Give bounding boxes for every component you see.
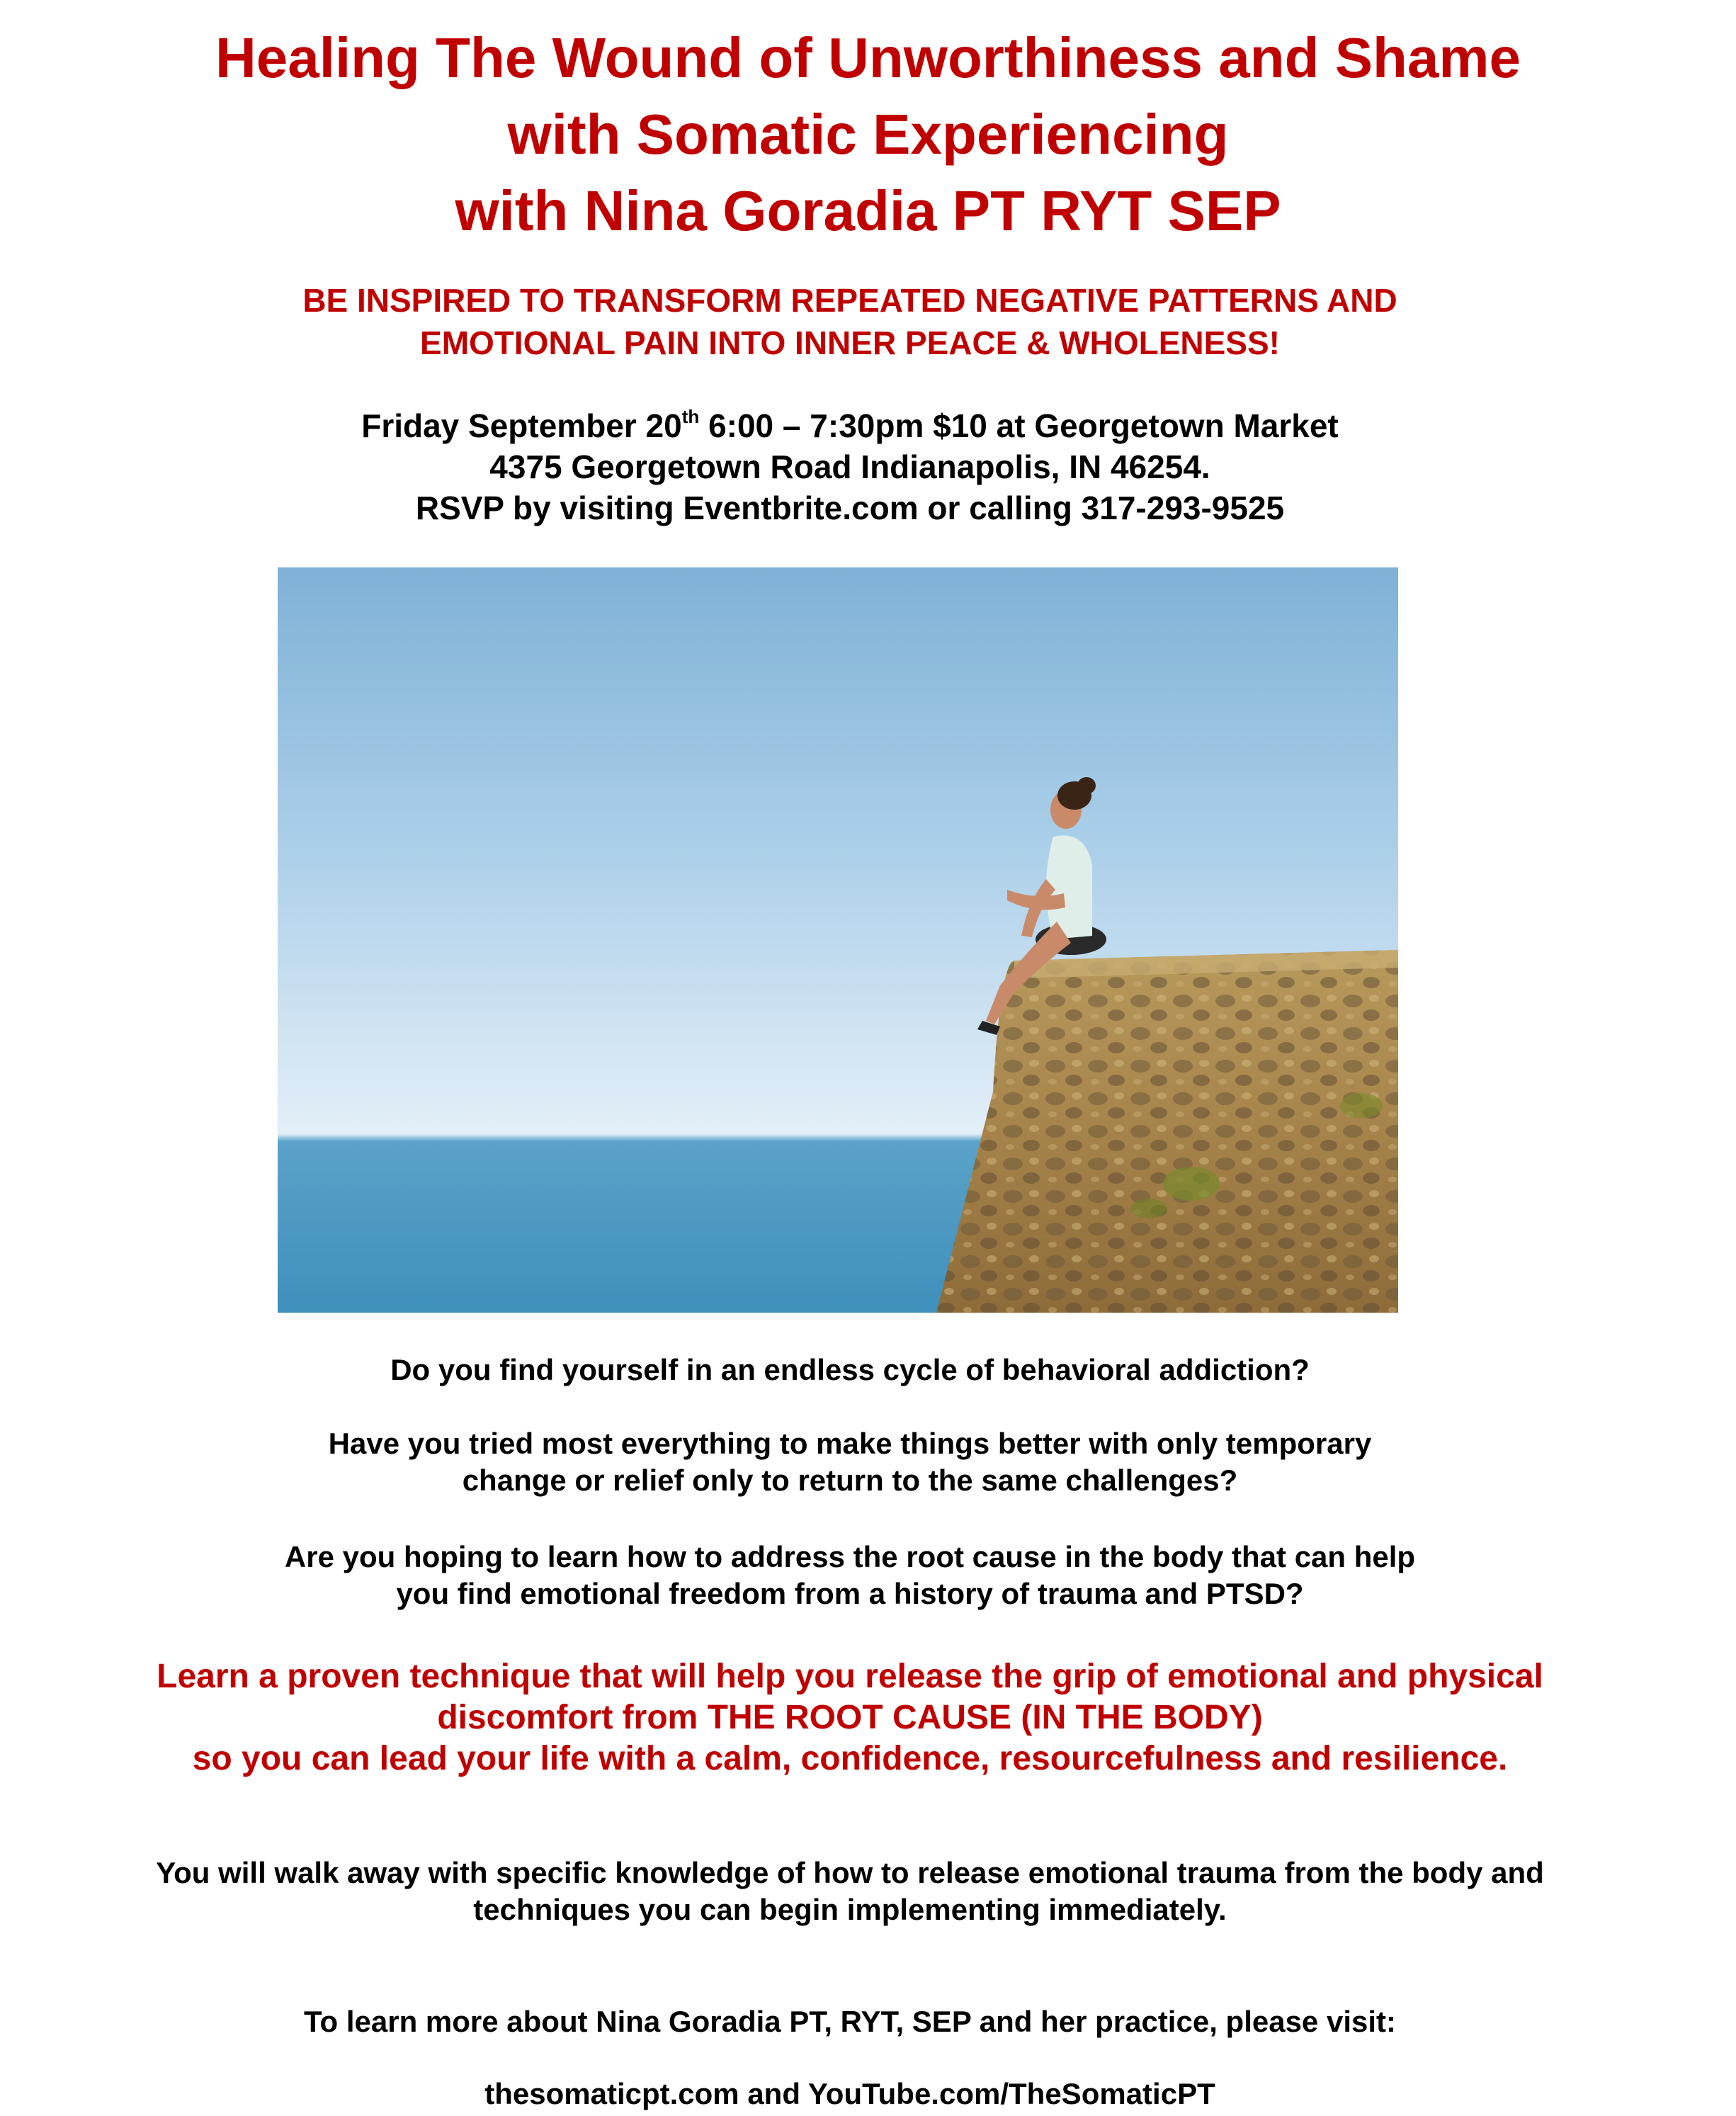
promise-line-1: Learn a proven technique that will help you release the grip of emotional and physical [157, 1658, 1543, 1695]
event-rsvp: RSVP by visiting Eventbrite.com or calling 317-293-9525 [415, 490, 1285, 526]
event-date-line [0, 405, 1700, 446]
flyer-title [0, 20, 1736, 249]
event-date-rest: 6:00 – 7:30pm $10 at Georgetown Market [699, 407, 1339, 444]
question-2 [0, 1425, 1700, 1499]
title-line-1: Healing The Wound of Unworthiness and Shame [215, 26, 1521, 89]
question-2-line-2: change or relief only to return to the same challenges? [462, 1464, 1238, 1497]
question-3-line-1: Are you hoping to learn how to address the root cause in the body that can help [284, 1540, 1416, 1573]
tagline-line-2: EMOTIONAL PAIN INTO INNER PEACE & WHOLENESS! [420, 324, 1280, 361]
promise-line-3: so you can lead your life with a calm, confidence, resourcefulness and resilience. [192, 1740, 1508, 1777]
cliff-photo [278, 567, 1398, 1313]
cliff-photo-illustration [278, 567, 1398, 1313]
question-1-text: Do you find yourself in an endless cycle of behavioral addiction? [390, 1353, 1310, 1386]
question-3 [0, 1539, 1700, 1612]
flyer-tagline [0, 279, 1700, 364]
tagline-line-1: BE INSPIRED TO TRANSFORM REPEATED NEGATIVE PATTERNS AND [302, 282, 1397, 319]
promise-statement [0, 1656, 1700, 1780]
outcome-line-1: You will walk away with specific knowledge of how to release emotional trauma from the body and [156, 1856, 1544, 1889]
website-links: thesomaticpt.com and YouTube.com/TheSomaticPT [484, 2077, 1215, 2110]
question-1 [0, 1352, 1700, 1388]
event-address: 4375 Georgetown Road Indianapolis, IN 46254. [489, 448, 1210, 485]
event-date-ordinal: th [681, 405, 700, 427]
event-date-prefix: Friday September 20 [361, 407, 682, 444]
outcome-statement [0, 1855, 1700, 1928]
event-details [0, 405, 1700, 528]
more-info-text: To learn more about Nina Goradia PT, RYT, SEP and her practice, please visit: [303, 2005, 1396, 2038]
title-line-2: with Somatic Experiencing [507, 103, 1229, 166]
question-3-line-2: you find emotional freedom from a history of trauma and PTSD? [396, 1577, 1304, 1610]
promise-line-2: discomfort from THE ROOT CAUSE (IN THE BODY) [437, 1699, 1263, 1736]
outcome-line-2: techniques you can begin implementing immediately. [473, 1893, 1227, 1926]
title-line-3: with Nina Goradia PT RYT SEP [455, 179, 1281, 242]
question-2-line-1: Have you tried most everything to make things better with only temporary [328, 1427, 1372, 1460]
